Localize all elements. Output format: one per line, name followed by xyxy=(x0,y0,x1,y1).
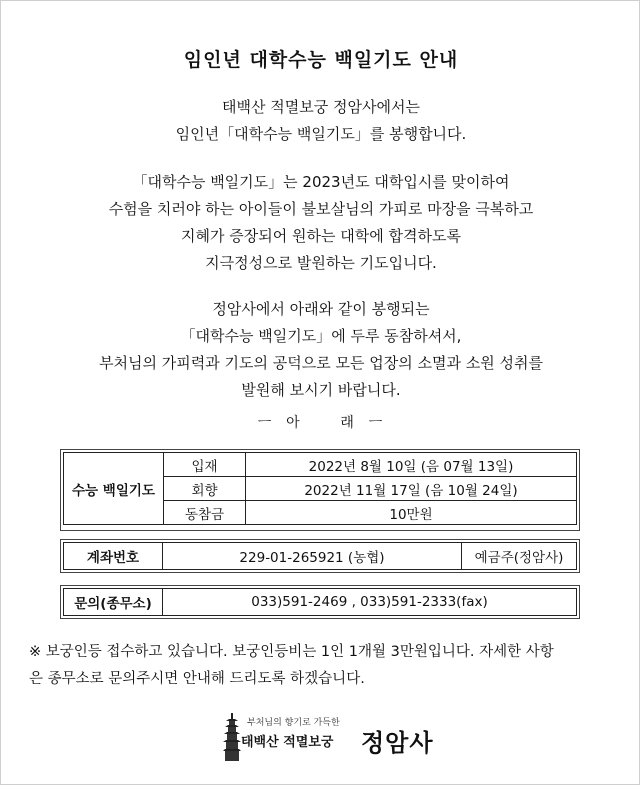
logo-name: 정암사 xyxy=(361,729,434,757)
intro-line: 임인년「대학수능 백일기도」를 봉행합니다. xyxy=(175,125,467,143)
notice-line: 은 종무소로 문의주시면 안내해 드리도록 하겠습니다. xyxy=(29,671,365,687)
intro-line: 태백산 적멸보궁 정암사에서는 xyxy=(222,98,420,116)
account-table xyxy=(63,542,577,570)
row-value: 2022년 11월 17일 (음 10월 24일) xyxy=(246,477,577,501)
contact-numbers: 033)591-2469 , 033)591-2333(fax) xyxy=(163,589,577,616)
purpose-line: 지혜가 증장되어 원하는 대학에 합격하도록 xyxy=(181,227,461,245)
pagoda-icon xyxy=(223,713,241,763)
notice-text xyxy=(29,639,619,693)
row-label: 입재 xyxy=(164,453,246,477)
purpose-line: 지극정성으로 발원하는 기도입니다. xyxy=(205,254,437,272)
temple-logo xyxy=(223,713,433,773)
purpose-line: 수험을 치러야 하는 아이들이 불보살님의 가피로 마장을 극복하고 xyxy=(108,200,534,218)
purpose-paragraph xyxy=(1,169,640,277)
invitation-line: 발원해 보시기 바랍니다. xyxy=(241,381,401,399)
row-value: 2022년 8월 10일 (음 07월 13일) xyxy=(246,453,577,477)
purpose-line: 「대학수능 백일기도」는 2023년도 대학입시를 맞이하여 xyxy=(132,173,510,191)
invitation-line: 정암사에서 아래와 같이 봉행되는 xyxy=(212,300,430,318)
prayer-details-table xyxy=(63,452,577,525)
account-header: 계좌번호 xyxy=(64,543,163,570)
account-number: 229-01-265921 (농협) xyxy=(163,543,462,570)
invitation-paragraph xyxy=(1,296,640,404)
logo-tagline: 부처님의 향기로 가득한 xyxy=(247,718,340,728)
table-row xyxy=(64,453,577,477)
invitation-line: 「대학수능 백일기도」에 두루 동참하셔서, xyxy=(180,327,462,345)
intro-paragraph xyxy=(1,94,640,148)
contact-header: 문의(종무소) xyxy=(64,589,163,616)
page-title: 임인년 대학수능 백일기도 안내 xyxy=(183,49,459,71)
row-label: 동참금 xyxy=(164,501,246,525)
contact-table xyxy=(63,588,577,616)
account-holder: 예금주(정암사) xyxy=(462,543,577,570)
row-value: 10만원 xyxy=(246,501,577,525)
invitation-line: 부처님의 가피력과 기도의 공덕으로 모든 업장의 소멸과 소원 성취를 xyxy=(99,354,543,372)
details-heading: ㅡ 아 래 ㅡ xyxy=(257,415,385,431)
prayer-table-header: 수능 백일기도 xyxy=(64,453,164,525)
row-label: 회향 xyxy=(164,477,246,501)
table-row xyxy=(64,589,577,616)
logo-subtitle: 태백산 적멸보궁 xyxy=(241,735,334,750)
notice-line: ※ 보궁인등 접수하고 있습니다. 보궁인등비는 1인 1개월 3만원입니다. 자세한 사항 xyxy=(29,644,554,660)
table-row xyxy=(64,543,577,570)
